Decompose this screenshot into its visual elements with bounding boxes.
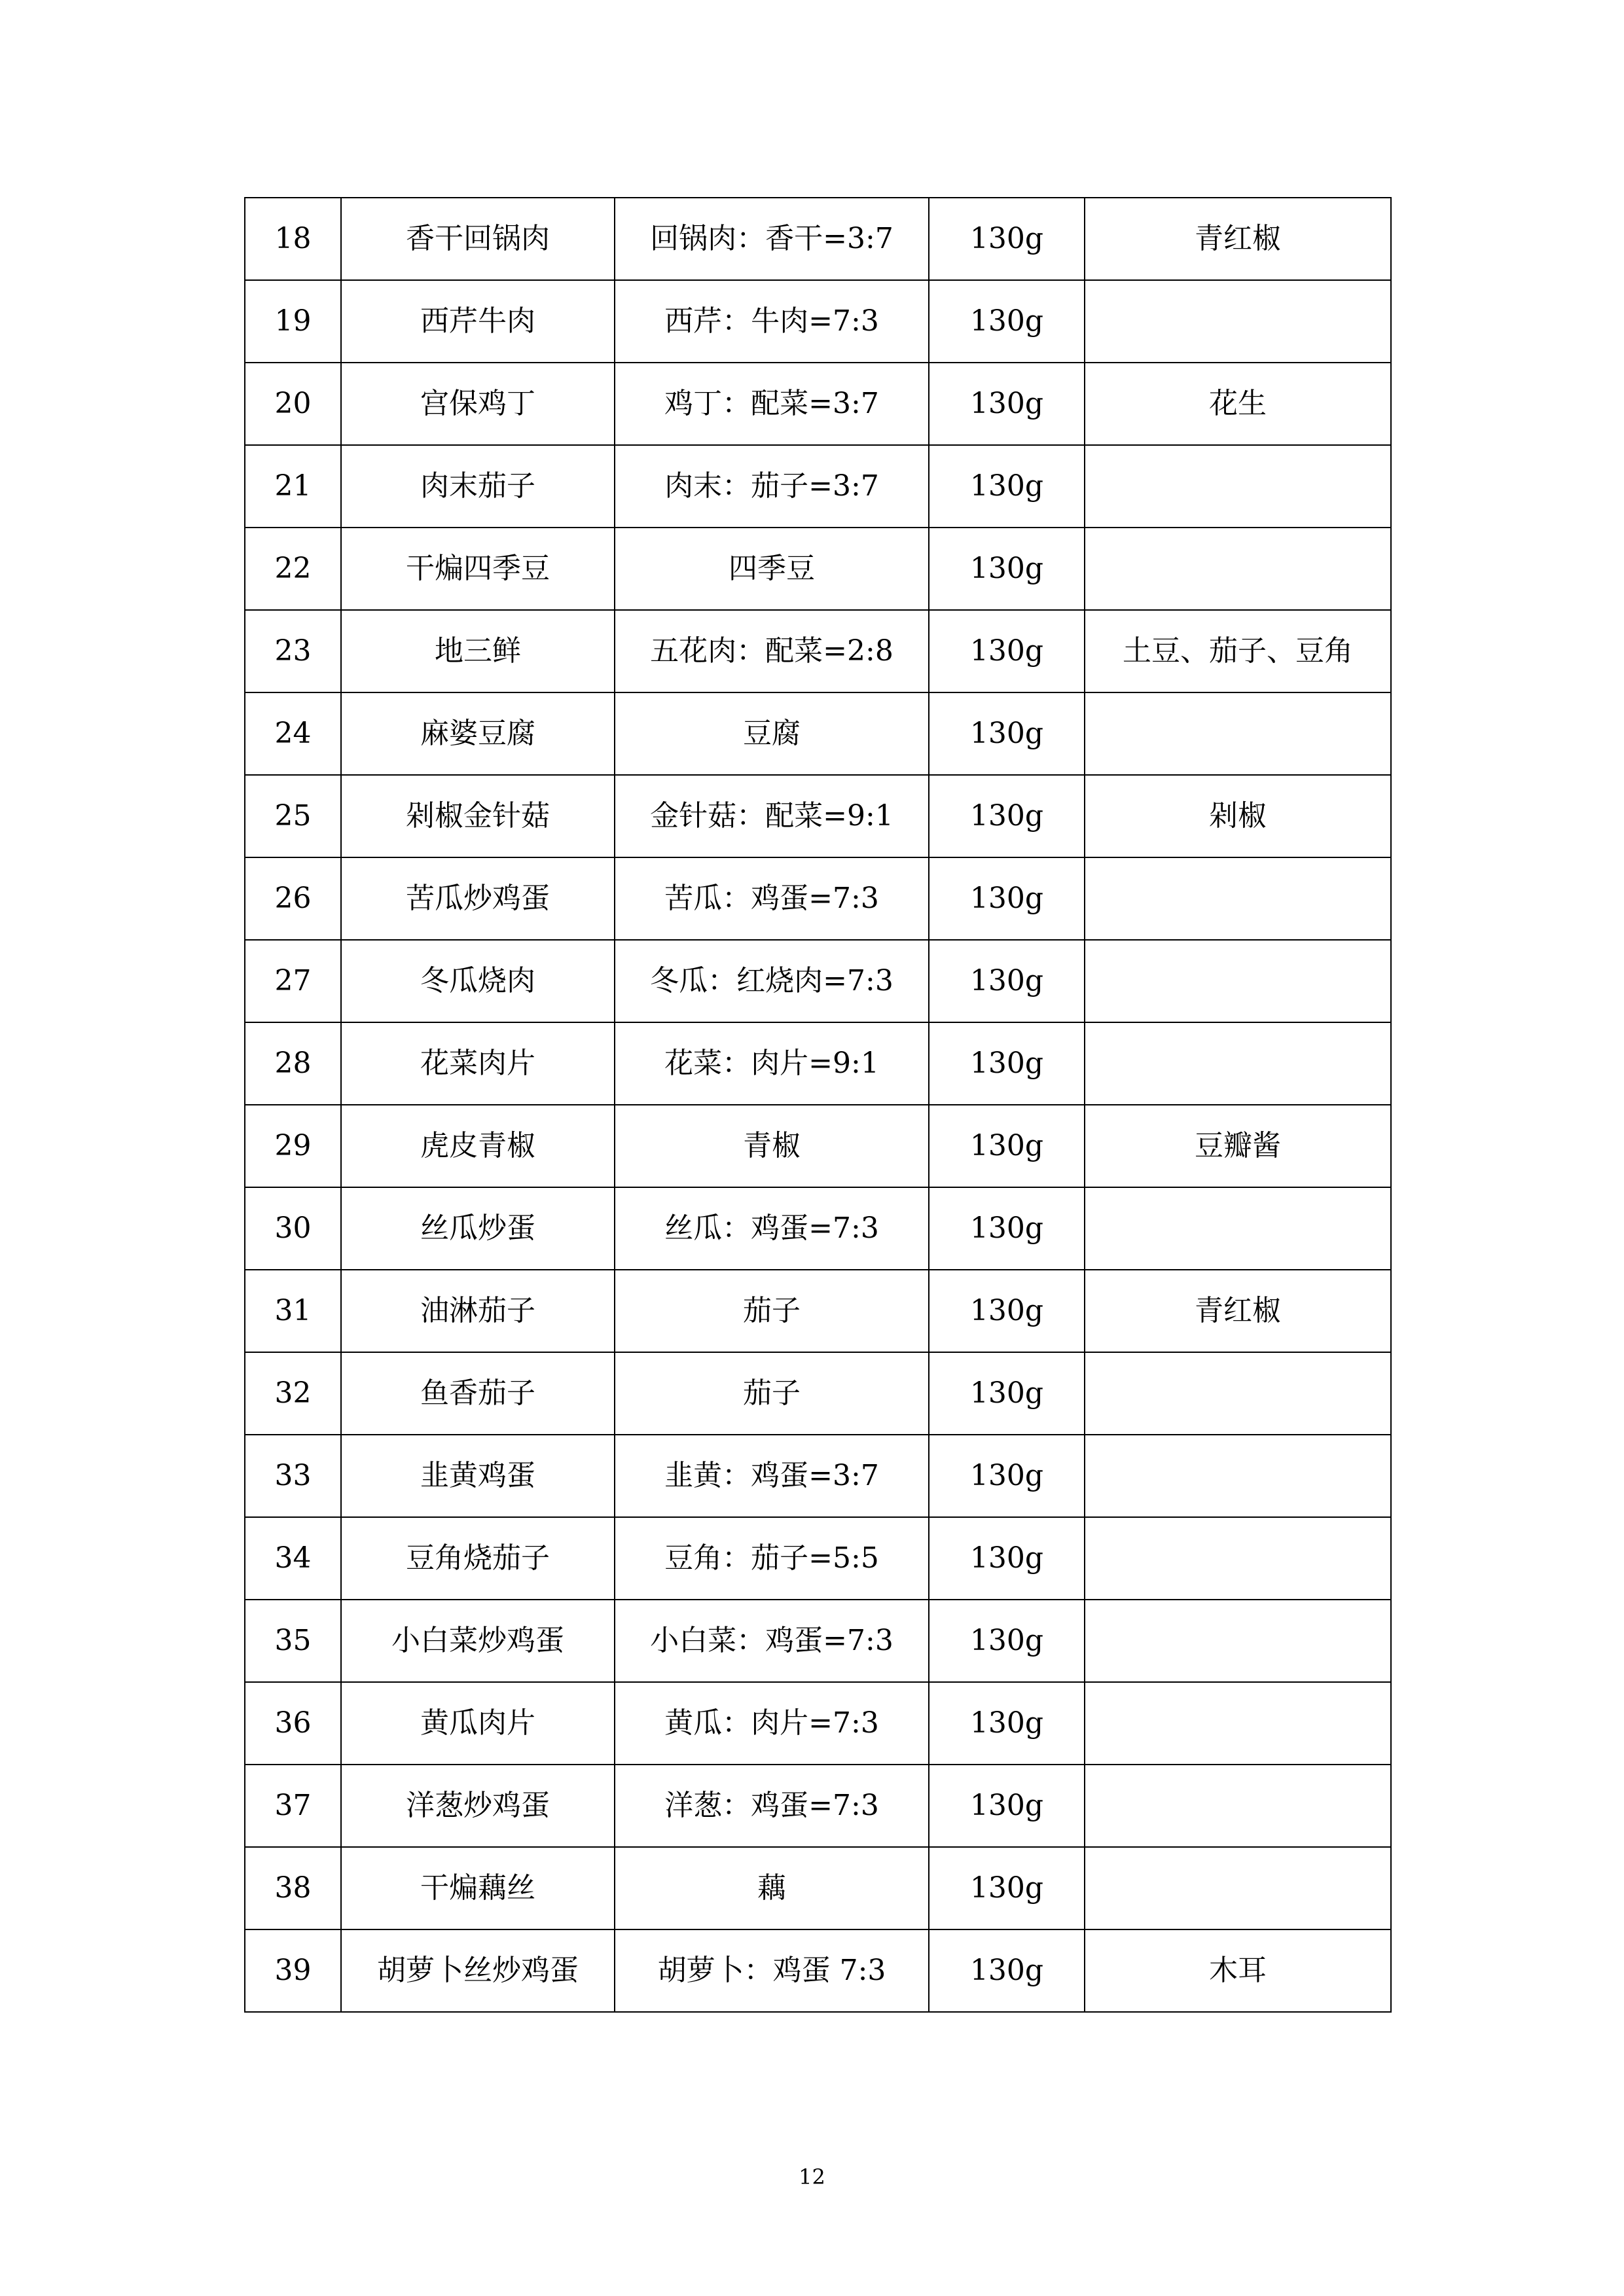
portion-weight-cell: 130g	[929, 280, 1085, 363]
extra-ingredients-cell	[1085, 692, 1391, 775]
row-number-cell: 36	[245, 1682, 341, 1765]
ingredient-ratio-cell: 丝瓜：鸡蛋=7:3	[615, 1187, 929, 1270]
extra-ingredients-cell: 花生	[1085, 363, 1391, 445]
dish-name-cell: 西芹牛肉	[341, 280, 615, 363]
extra-ingredients-cell	[1085, 280, 1391, 363]
dish-name-cell: 胡萝卜丝炒鸡蛋	[341, 1929, 615, 2012]
ingredient-ratio-cell: 四季豆	[615, 528, 929, 610]
dish-name-cell: 虎皮青椒	[341, 1105, 615, 1187]
table-row	[245, 940, 1391, 1022]
row-number-cell: 35	[245, 1600, 341, 1682]
table-row	[245, 1765, 1391, 1847]
ingredient-ratio-cell: 小白菜：鸡蛋=7:3	[615, 1600, 929, 1682]
portion-weight-cell: 130g	[929, 1765, 1085, 1847]
row-number-cell: 37	[245, 1765, 341, 1847]
table-row	[245, 363, 1391, 445]
table-row	[245, 1517, 1391, 1600]
table-row	[245, 692, 1391, 775]
dish-name-cell: 麻婆豆腐	[341, 692, 615, 775]
ingredient-ratio-cell: 茄子	[615, 1270, 929, 1352]
ingredient-ratio-cell: 茄子	[615, 1352, 929, 1435]
extra-ingredients-cell	[1085, 1682, 1391, 1765]
row-number-cell: 23	[245, 610, 341, 692]
row-number-cell: 18	[245, 198, 341, 280]
extra-ingredients-cell	[1085, 528, 1391, 610]
row-number-cell: 27	[245, 940, 341, 1022]
portion-weight-cell: 130g	[929, 1847, 1085, 1929]
table-row	[245, 775, 1391, 857]
table-row	[245, 1022, 1391, 1105]
extra-ingredients-cell	[1085, 1352, 1391, 1435]
ingredient-ratio-cell: 肉末：茄子=3:7	[615, 445, 929, 528]
portion-weight-cell: 130g	[929, 1929, 1085, 2012]
portion-weight-cell: 130g	[929, 1682, 1085, 1765]
dish-name-cell: 花菜肉片	[341, 1022, 615, 1105]
extra-ingredients-cell	[1085, 1022, 1391, 1105]
extra-ingredients-cell: 青红椒	[1085, 1270, 1391, 1352]
ingredient-ratio-cell: 五花肉：配菜=2:8	[615, 610, 929, 692]
portion-weight-cell: 130g	[929, 1187, 1085, 1270]
row-number-cell: 19	[245, 280, 341, 363]
table-row	[245, 1847, 1391, 1929]
table-row	[245, 445, 1391, 528]
dish-table-body	[245, 198, 1391, 2012]
extra-ingredients-cell	[1085, 445, 1391, 528]
table-row	[245, 1352, 1391, 1435]
table-row	[245, 198, 1391, 280]
row-number-cell: 20	[245, 363, 341, 445]
portion-weight-cell: 130g	[929, 363, 1085, 445]
dish-name-cell: 冬瓜烧肉	[341, 940, 615, 1022]
page-number: 12	[799, 2164, 825, 2189]
portion-weight-cell: 130g	[929, 610, 1085, 692]
ingredient-ratio-cell: 藕	[615, 1847, 929, 1929]
row-number-cell: 33	[245, 1435, 341, 1517]
dish-name-cell: 小白菜炒鸡蛋	[341, 1600, 615, 1682]
dish-name-cell: 豆角烧茄子	[341, 1517, 615, 1600]
ingredient-ratio-cell: 青椒	[615, 1105, 929, 1187]
portion-weight-cell: 130g	[929, 1352, 1085, 1435]
dish-name-cell: 地三鲜	[341, 610, 615, 692]
dish-name-cell: 肉末茄子	[341, 445, 615, 528]
table-row	[245, 1600, 1391, 1682]
ingredient-ratio-cell: 冬瓜：红烧肉=7:3	[615, 940, 929, 1022]
table-row	[245, 280, 1391, 363]
row-number-cell: 21	[245, 445, 341, 528]
dish-name-cell: 干煸四季豆	[341, 528, 615, 610]
dish-name-cell: 洋葱炒鸡蛋	[341, 1765, 615, 1847]
portion-weight-cell: 130g	[929, 1435, 1085, 1517]
extra-ingredients-cell	[1085, 857, 1391, 940]
row-number-cell: 34	[245, 1517, 341, 1600]
table-row	[245, 1105, 1391, 1187]
row-number-cell: 38	[245, 1847, 341, 1929]
portion-weight-cell: 130g	[929, 940, 1085, 1022]
dish-name-cell: 剁椒金针菇	[341, 775, 615, 857]
dish-name-cell: 油淋茄子	[341, 1270, 615, 1352]
extra-ingredients-cell: 木耳	[1085, 1929, 1391, 2012]
row-number-cell: 32	[245, 1352, 341, 1435]
row-number-cell: 39	[245, 1929, 341, 2012]
dish-name-cell: 韭黄鸡蛋	[341, 1435, 615, 1517]
dish-name-cell: 香干回锅肉	[341, 198, 615, 280]
row-number-cell: 29	[245, 1105, 341, 1187]
portion-weight-cell: 130g	[929, 528, 1085, 610]
dish-table	[244, 197, 1392, 2013]
dish-name-cell: 丝瓜炒蛋	[341, 1187, 615, 1270]
extra-ingredients-cell: 豆瓣酱	[1085, 1105, 1391, 1187]
row-number-cell: 26	[245, 857, 341, 940]
extra-ingredients-cell	[1085, 1765, 1391, 1847]
row-number-cell: 31	[245, 1270, 341, 1352]
ingredient-ratio-cell: 洋葱：鸡蛋=7:3	[615, 1765, 929, 1847]
portion-weight-cell: 130g	[929, 692, 1085, 775]
table-row	[245, 1682, 1391, 1765]
portion-weight-cell: 130g	[929, 445, 1085, 528]
extra-ingredients-cell	[1085, 1187, 1391, 1270]
table-row	[245, 528, 1391, 610]
portion-weight-cell: 130g	[929, 1022, 1085, 1105]
ingredient-ratio-cell: 韭黄：鸡蛋=3:7	[615, 1435, 929, 1517]
ingredient-ratio-cell: 黄瓜：肉片=7:3	[615, 1682, 929, 1765]
ingredient-ratio-cell: 豆腐	[615, 692, 929, 775]
portion-weight-cell: 130g	[929, 1270, 1085, 1352]
ingredient-ratio-cell: 苦瓜：鸡蛋=7:3	[615, 857, 929, 940]
portion-weight-cell: 130g	[929, 857, 1085, 940]
ingredient-ratio-cell: 西芹：牛肉=7:3	[615, 280, 929, 363]
extra-ingredients-cell	[1085, 1517, 1391, 1600]
ingredient-ratio-cell: 豆角：茄子=5:5	[615, 1517, 929, 1600]
ingredient-ratio-cell: 花菜：肉片=9:1	[615, 1022, 929, 1105]
portion-weight-cell: 130g	[929, 1600, 1085, 1682]
extra-ingredients-cell	[1085, 1435, 1391, 1517]
table-row	[245, 1270, 1391, 1352]
ingredient-ratio-cell: 胡萝卜：鸡蛋 7:3	[615, 1929, 929, 2012]
portion-weight-cell: 130g	[929, 1517, 1085, 1600]
row-number-cell: 22	[245, 528, 341, 610]
extra-ingredients-cell: 青红椒	[1085, 198, 1391, 280]
ingredient-ratio-cell: 鸡丁：配菜=3:7	[615, 363, 929, 445]
ingredient-ratio-cell: 回锅肉：香干=3:7	[615, 198, 929, 280]
extra-ingredients-cell	[1085, 1847, 1391, 1929]
table-row	[245, 1435, 1391, 1517]
table-row	[245, 610, 1391, 692]
table-row	[245, 1929, 1391, 2012]
extra-ingredients-cell	[1085, 940, 1391, 1022]
portion-weight-cell: 130g	[929, 775, 1085, 857]
dish-name-cell: 鱼香茄子	[341, 1352, 615, 1435]
dish-name-cell: 宫保鸡丁	[341, 363, 615, 445]
table-row	[245, 1187, 1391, 1270]
dish-name-cell: 干煸藕丝	[341, 1847, 615, 1929]
extra-ingredients-cell: 土豆、茄子、豆角	[1085, 610, 1391, 692]
row-number-cell: 30	[245, 1187, 341, 1270]
row-number-cell: 28	[245, 1022, 341, 1105]
dish-name-cell: 黄瓜肉片	[341, 1682, 615, 1765]
extra-ingredients-cell: 剁椒	[1085, 775, 1391, 857]
dish-name-cell: 苦瓜炒鸡蛋	[341, 857, 615, 940]
table-row	[245, 857, 1391, 940]
portion-weight-cell: 130g	[929, 1105, 1085, 1187]
row-number-cell: 24	[245, 692, 341, 775]
row-number-cell: 25	[245, 775, 341, 857]
extra-ingredients-cell	[1085, 1600, 1391, 1682]
portion-weight-cell: 130g	[929, 198, 1085, 280]
ingredient-ratio-cell: 金针菇：配菜=9:1	[615, 775, 929, 857]
